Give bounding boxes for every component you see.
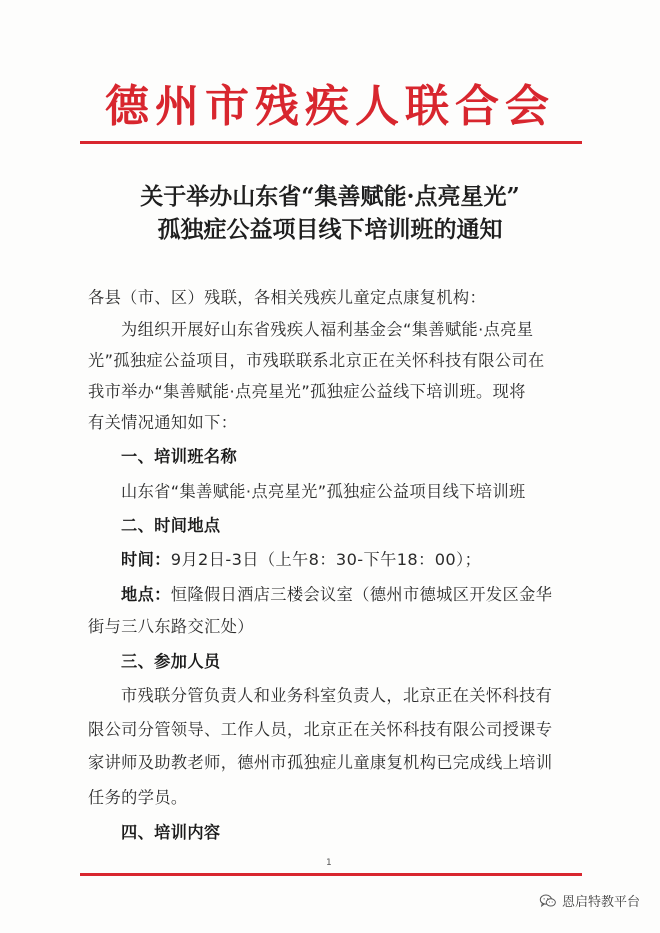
letterhead-divider — [80, 141, 582, 144]
intro-line-3: 我市举办“集善赋能·点亮星光”孤独症公益线下培训班。现将 — [88, 382, 526, 401]
place-row — [121, 583, 552, 607]
intro-line-1: 为组织开展好山东省残疾人福利基金会“集善赋能·点亮星 — [121, 320, 534, 339]
footer-divider — [80, 873, 582, 876]
time-value: 9月2日-3日（上午8：30-下午18：00）； — [170, 550, 482, 569]
section-heading-4: 四、培训内容 — [121, 823, 221, 842]
document-title-line-1: 关于举办山东省“集善赋能·点亮星光” — [140, 183, 520, 210]
participants-line-4: 任务的学员。 — [88, 788, 188, 807]
section-heading-2: 二、时间地点 — [121, 516, 221, 535]
watermark-text: 恩启特教平台 — [561, 895, 640, 910]
page-number: 1 — [326, 858, 332, 868]
time-label: 时间： — [121, 550, 171, 569]
section-heading-1: 一、培训班名称 — [121, 447, 238, 466]
section-heading-3: 三、参加人员 — [121, 652, 221, 671]
participants-line-3: 家讲师及助教老师，德州市孤独症儿童康复机构已完成线上培训 — [88, 753, 553, 772]
place-value-continued: 街与三八东路交汇处） — [88, 617, 254, 636]
salutation: 各县（市、区）残联，各相关残疾儿童定点康复机构： — [88, 288, 487, 307]
time-row — [121, 548, 481, 572]
wechat-icon — [539, 894, 557, 908]
intro-line-4: 有关情况通知如下： — [88, 413, 238, 432]
training-class-name: 山东省“集善赋能·点亮星光”孤独症公益项目线下培训班 — [121, 482, 526, 501]
document-title-line-2: 孤独症公益项目线下培训班的通知 — [157, 216, 503, 243]
place-value: 恒隆假日酒店三楼会议室（德州市德城区开发区金华 — [170, 585, 553, 604]
letterhead: 德州市残疾人联合会 — [105, 81, 555, 132]
intro-line-2: 光”孤独症公益项目，市残联联系北京正在关怀科技有限公司在 — [88, 351, 545, 370]
place-label: 地点： — [121, 585, 171, 604]
participants-line-1: 市残联分管负责人和业务科室负责人，北京正在关怀科技有 — [121, 686, 553, 705]
watermark[interactable] — [539, 891, 640, 910]
participants-line-2: 限公司分管领导、工作人员，北京正在关怀科技有限公司授课专 — [88, 720, 553, 739]
